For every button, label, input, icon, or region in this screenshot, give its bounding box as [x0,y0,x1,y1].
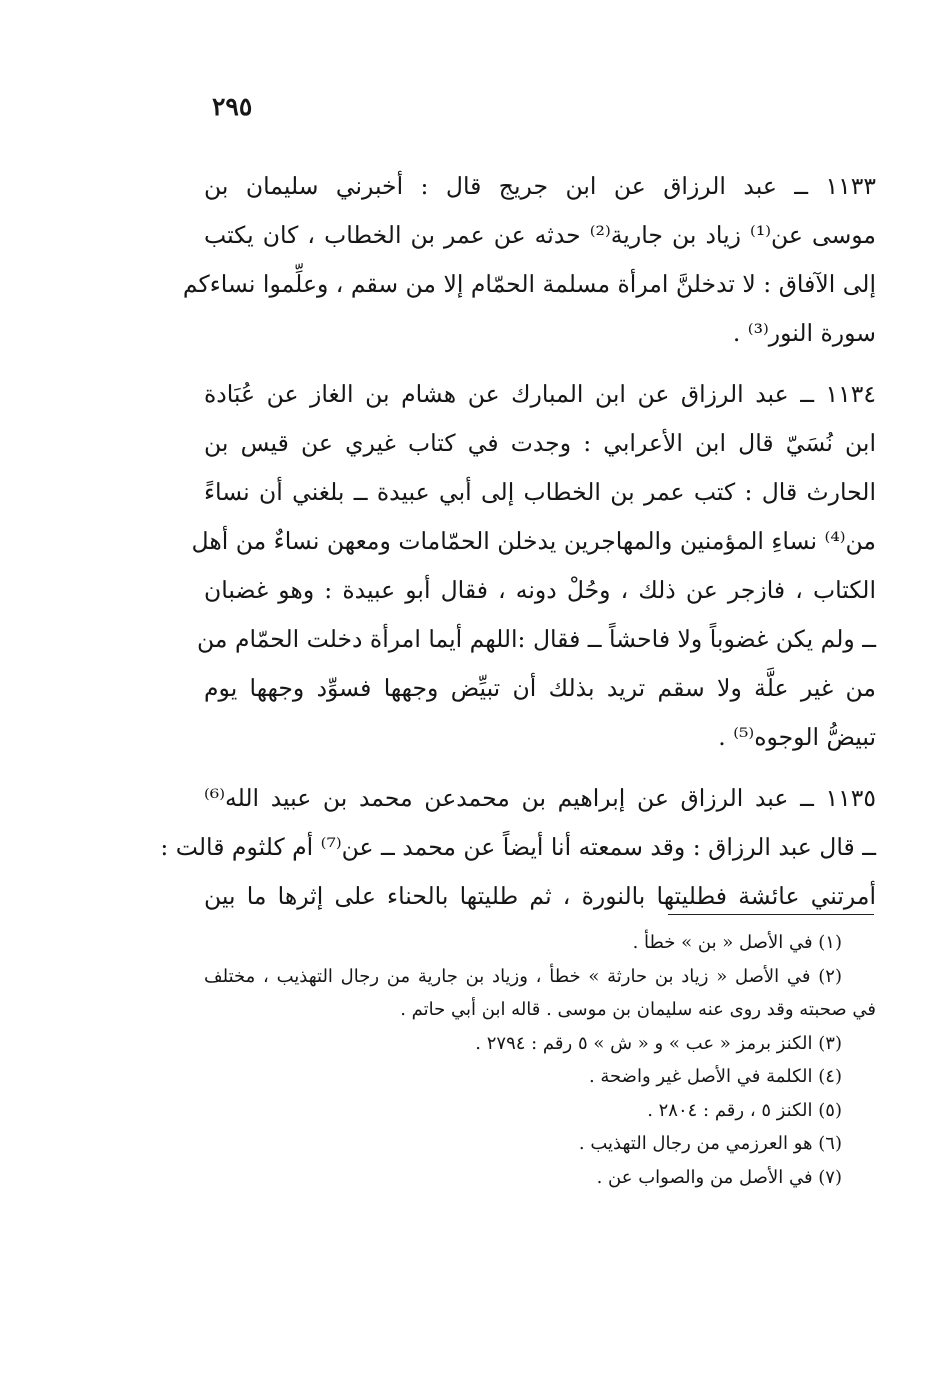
hadith-1133 [182,162,876,358]
text-line: ١١٣٤ ــ عبد الرزاق عن ابن المبارك عن هشام بن الغاز عن عُبَادة [204,380,876,408]
main-text [160,162,876,933]
text-line: سورة النور⁽³⁾ . [732,319,876,347]
footnote-1: (١) في الأصل « بن » خطأ . [632,932,842,953]
footnote-6: (٦) هو العرزمي من رجال التهذيب . [578,1133,842,1154]
text-line: أمرتني عائشة فطليتها بالنورة ، ثم طليتها بالحناء على إثرها ما بين [204,882,876,910]
text-line: ١١٣٣ ــ عبد الرزاق عن ابن جريج قال : أخبرني سليمان بن [204,172,876,200]
footnote-7: (٧) في الأصل من والصواب عن . [596,1166,842,1188]
footnotes [204,926,876,1194]
footnote-2-continued: في صحبته وقد روى عنه سليمان بن موسى . قاله ابن أبي حاتم . [400,999,876,1020]
text-line: من غير علَّة ولا سقم تريد بذلك أن تبيِّض وجهها فسوِّد وجهها يوم [204,674,876,702]
footnote-5: (٥) الكنز ٥ ، رقم : ٢٨٠٤ . [647,1099,842,1121]
text-line: ابن نُسَيّ قال ابن الأعرابي : وجدت في كتاب غيري عن قيس بن [204,429,876,457]
hadith-1135 [160,774,876,921]
page-number: ٢٩٥ [212,92,253,121]
text-line: الحارث قال : كتب عمر بن الخطاب إلى أبي عبيدة ــ بلغني أن نساءً [204,478,876,506]
text-line: إلى الآفاق : لا تدخلنَّ امرأة مسلمة الحمّام إلا من سقم ، وعلِّموا نساءكم [182,270,876,298]
text-line: ــ ولم يكن غضوباً ولا فاحشاً ــ فقال :اللهم أيما امرأة دخلت الحمّام من [197,625,876,653]
text-line: ١١٣٥ ــ عبد الرزاق عن إبراهيم بن محمدعن محمد بن عبيد الله⁽⁶⁾ [204,784,876,812]
footnote-divider [668,914,874,915]
text-line: ــ قال عبد الرزاق : وقد سمعته أنا أيضاً عن محمد ــ عن⁽⁷⁾ أم كلثوم قالت : [160,833,876,861]
text-line: الكتاب ، فازجر عن ذلك ، وحُلْ دونه ، فقال أبو عبيدة : وهو غضبان [204,576,876,604]
footnote-4: (٤) الكلمة في الأصل غير واضحة . [588,1066,842,1087]
text-line: موسى عن⁽¹⁾ زياد بن جارية⁽²⁾ حدثه عن عمر بن الخطاب ، كان يكتب [204,221,876,249]
text-line: تبيضُّ الوجوه⁽⁵⁾ . [718,723,876,751]
text-line: من⁽⁴⁾ نساءِ المؤمنين والمهاجرين يدخلن الحمّامات ومعهن نساءٌ من أهل [191,527,876,555]
footnote-3: (٣) الكنز برمز « عب » و « ش » ٥ رقم : ٢٧٩٤ . [475,1032,842,1054]
footnote-2: (٢) في الأصل « زياد بن حارثة » خطأ ، وزياد بن جارية من رجال التهذيب ، مختلف [204,965,842,987]
hadith-1134 [191,370,876,762]
